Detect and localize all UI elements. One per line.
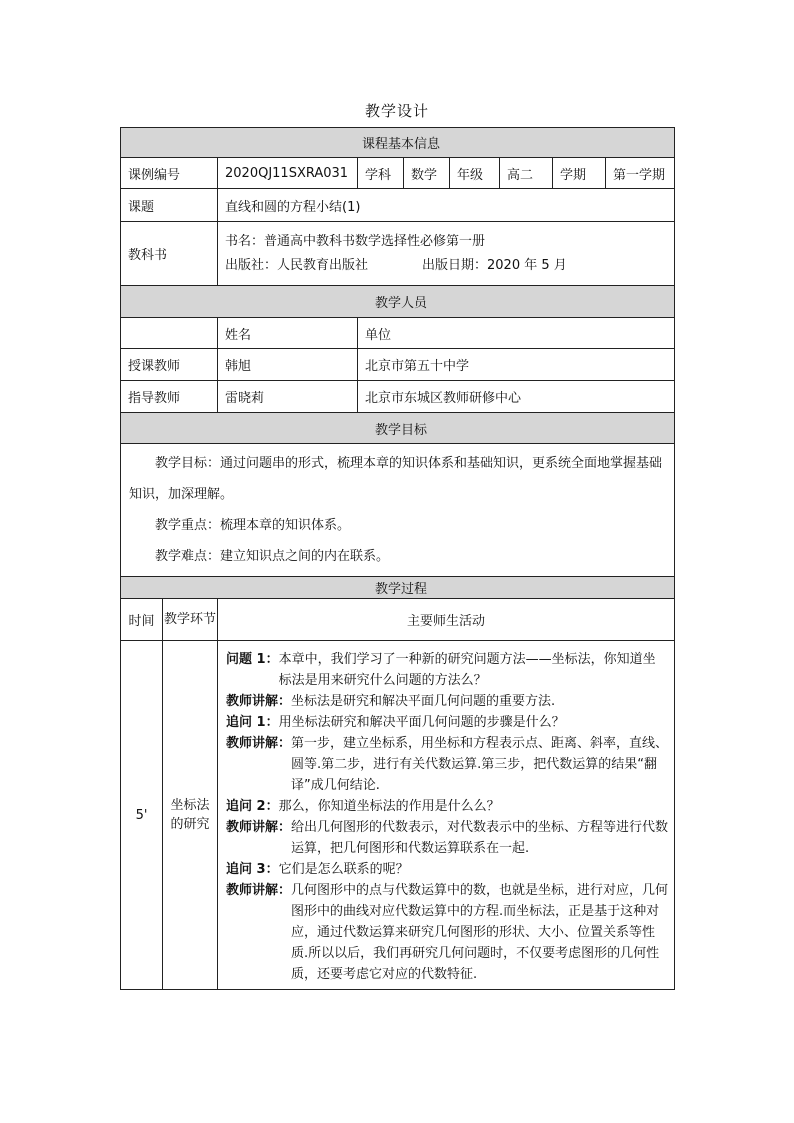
stage-value: 坐标法的研究 [163, 641, 218, 990]
section-title: 教学人员 [121, 286, 675, 318]
publisher: 出版社：人民教育出版社 [225, 257, 369, 273]
textbook-info [218, 222, 675, 286]
activity-text: 它们是怎么联系的呢？ [278, 862, 409, 877]
activity-text: 用坐标法研究和解决平面几何问题的步骤是什么？ [278, 715, 565, 730]
staff-name: 韩旭 [218, 349, 358, 381]
section-header-basic-info [121, 128, 675, 158]
staff-role: 授课教师 [121, 349, 218, 381]
section-title: 教学过程 [121, 577, 675, 599]
course-id-value: 2020QJ11SXRA031 [218, 158, 358, 189]
activity-label: 追问 3： [226, 862, 279, 877]
difficulty-point: 教学难点：建立知识点之间的内在联系。 [155, 549, 390, 564]
course-id-label: 课例编号 [121, 158, 218, 189]
document-title: 教学设计 [364, 102, 429, 120]
section-header-process [121, 577, 675, 599]
key-point: 教学重点：梳理本章的知识体系。 [155, 518, 351, 533]
section-title: 教学目标 [121, 413, 675, 444]
staff-unit: 北京市东城区教师研修中心 [358, 381, 675, 413]
activity-label: 教师讲解： [226, 883, 292, 898]
goals-row [121, 444, 675, 577]
staff-row [121, 381, 675, 413]
goals-content [121, 444, 675, 577]
section-header-goals [121, 413, 675, 444]
activity-item [226, 712, 668, 733]
activity-text: 几何图形中的点与代数运算中的数，也就是坐标，进行对应，几何图形中的曲线对应代数运算中的方程.而坐标法，正是基于这种对应，通过代数运算来研究几何图形的形状、大小、位置关系等性质.所以以后，我们再研究几何问题时，不仅要考虑图形的几何性质，还要考虑它对应的代数特征. [291, 883, 669, 982]
section-header-staff [121, 286, 675, 318]
staff-name: 雷晓莉 [218, 381, 358, 413]
time-value: 5' [121, 641, 163, 990]
section-title: 课程基本信息 [121, 128, 675, 158]
term-value: 第一学期 [606, 158, 675, 189]
term-label: 学期 [553, 158, 606, 189]
stage-header: 教学环节 [163, 599, 218, 641]
activity-text: 那么，你知道坐标法的作用是什么么？ [278, 799, 500, 814]
activity-label: 问题 1： [226, 652, 279, 667]
activity-item [226, 859, 668, 880]
activity-text: 第一步，建立坐标系，用坐标和方程表示点、距离、斜率，直线、圆等.第二步，进行有关代数运算.第三步，把代数运算的结果“翻译”成几何结论. [291, 736, 669, 793]
staff-header-row [121, 318, 675, 349]
topic-label: 课题 [121, 189, 218, 222]
activity-text: 坐标法是研究和解决平面几何问题的重要方法. [291, 694, 556, 709]
staff-role: 指导教师 [121, 381, 218, 413]
activity-item [226, 796, 668, 817]
course-info-row [121, 158, 675, 189]
subject-value: 数学 [404, 158, 450, 189]
activity-label: 追问 2： [226, 799, 279, 814]
activity-item [226, 691, 668, 712]
staff-unit: 北京市第五十中学 [358, 349, 675, 381]
staff-row [121, 349, 675, 381]
staff-role-header [121, 318, 218, 349]
process-row [121, 641, 675, 990]
activity-text: 给出几何图形的代数表示，对代数表示中的坐标、方程等进行代数运算，把几何图形和代数运算联系在一起. [291, 820, 669, 856]
activity-label: 教师讲解： [226, 820, 292, 835]
activity-header: 主要师生活动 [218, 599, 675, 641]
lesson-plan-table [120, 127, 675, 990]
grade-value: 高二 [500, 158, 553, 189]
activity-item [226, 880, 668, 985]
activity-label: 教师讲解： [226, 736, 292, 751]
activity-label: 追问 1： [226, 715, 279, 730]
subject-label: 学科 [358, 158, 404, 189]
activity-label: 教师讲解： [226, 694, 292, 709]
process-header-row [121, 599, 675, 641]
activity-text: 本章中，我们学习了一种新的研究问题方法——坐标法，你知道坐标法是用来研究什么问题的方法么？ [278, 652, 656, 688]
textbook-label: 教科书 [121, 222, 218, 286]
unit-header: 单位 [358, 318, 675, 349]
teaching-objective: 教学目标：通过问题串的形式，梳理本章的知识体系和基础知识，更系统全面地掌握基础知识，加深理解。 [129, 456, 663, 502]
activity-item [226, 733, 668, 796]
textbook-row [121, 222, 675, 286]
book-name: 书名：普通高中教科书数学选择性必修第一册 [225, 233, 486, 249]
grade-label: 年级 [450, 158, 500, 189]
activity-content [218, 641, 675, 990]
name-header: 姓名 [218, 318, 358, 349]
activity-item [226, 817, 668, 859]
topic-row [121, 189, 675, 222]
time-header: 时间 [121, 599, 163, 641]
activity-item [226, 649, 668, 691]
topic-value: 直线和圆的方程小结(1) [218, 189, 675, 222]
publish-date: 出版日期：2020 年 5 月 [422, 257, 567, 273]
publisher-line [225, 254, 674, 278]
